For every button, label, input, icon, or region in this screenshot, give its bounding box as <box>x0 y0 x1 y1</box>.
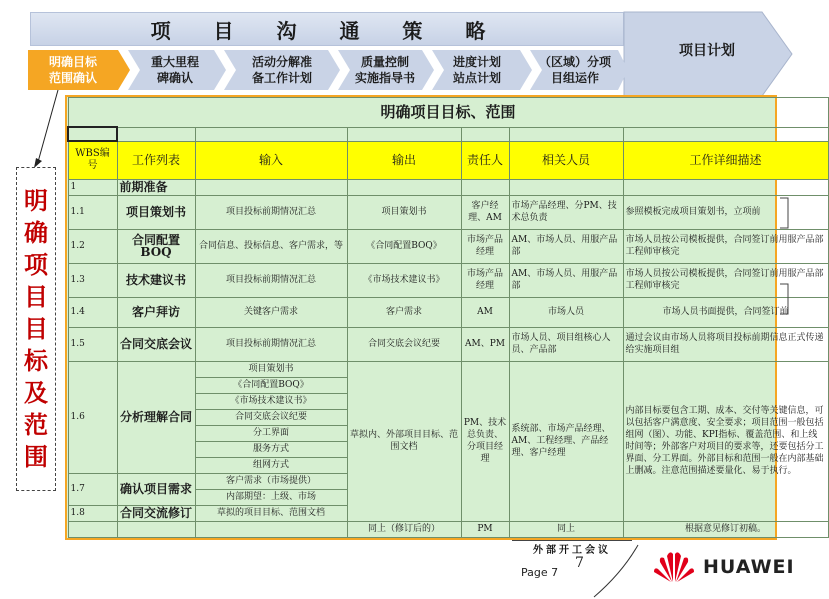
project-plan-label: 项目计划 <box>679 43 735 59</box>
header-output: 输出 <box>347 141 461 179</box>
strategy-banner <box>30 12 624 46</box>
side-title-char: 范 <box>24 410 48 439</box>
step-1[interactable]: 明确目标 范围确认 <box>48 55 97 85</box>
side-title-char: 标 <box>24 346 48 375</box>
banner-title: 项 目 沟 通 策 略 <box>150 18 504 43</box>
pointer-arrow <box>28 88 64 172</box>
selected-cell[interactable] <box>68 127 117 141</box>
wbs-table: 明确项目目标、范围 WBS编号 工作列表 输入 输出 责任人 相关人员 工作详细描述 1 前期准备 1.1 项目策划书 项目投标前期情况汇总 项目策划书 客户经理、AM 市场产品经理、分PM、技术总负责 参照模板完成项目策划书，立项前 1.2 合同配置BOQ 合同信息、投标信息、客户需求，等 《合同配置BOQ》 市场产品经理 AM、市场人员、用服产品部 市场人员按公司模板提供，合同签订前用服产品部工程师审核完 1.3 技术建议书 项目投标前期情况汇总 《市场技术建议书》 市场产品经理 AM、市场人员、用服产品部 市场人员按公司模板提供，合同签订前用服产品部工程师审核完 1.4 客户拜访 关键客户需求 客户需求 AM 市场人员 市场人员书面提供，合同签订前 1.5 合同交底会议 项目投标前期情况汇总 合同交底会议纪要 AM、PM 市场人员、项目组核心人员、产品部 通过会议由市场人员将项目投标前期信息正式传递给实施项目组 1.6 分析理解合同 项目策划书 草拟内、外部项目目标、范围文档 PM、技术总负责、分项目经理 系统部、市场产品经理、AM、工程经理、产品经理、客户经理 内部目标要包含工期、成本、交付等关键信息，可以包括客户满意度、安全要求；项目范围一般包括组网（图）、功能、KPI指标、覆盖范围、和上线时间等；外部客户对项目的要求等，还要包括分工界面、分工界面。外部目标和范围一般在内部基础上删减。注意范围描述要量化、易于执行。 《合同配置BOQ》 《市场技术建议书》 合同交底会议纪要 分工界面 服务方式 组网方式 1.7 确认项目需求 客户需求（市场提供） 内部期望：上级、市场 1.8 合同交流修订 草拟的项目目标、范围文档 同上（修订后的） PM 同上 根据意见修订初稿。 <box>67 97 829 538</box>
header-task: 工作列表 <box>117 141 195 179</box>
table-title: 明确项目目标、范围 <box>68 98 828 128</box>
spreadsheet[interactable] <box>65 95 824 540</box>
step-3[interactable]: 活动分解准 备工作计划 <box>251 55 312 85</box>
table-row: 1.6 分析理解合同 项目策划书 草拟内、外部项目目标、范围文档 PM、技术总负责、分项目经理 系统部、市场产品经理、AM、工程经理、产品经理、客户经理 内部目标要包含工期、成本、交付等关键信息，可以包括客户满意度、安全要求；项目范围一般包括组网（图）、功能、KPI指标、覆盖范围、和上线时间等；外部客户对项目的要求等，还要包括分工界面、分工界面。外部目标和范围一般在内部基础上删减。注意范围描述要量化、易于执行。 <box>68 361 828 377</box>
header-wbs: WBS编号 <box>68 141 117 179</box>
side-title-char: 项 <box>24 250 48 279</box>
huawei-logo-icon <box>652 550 696 584</box>
side-title-char: 目 <box>24 314 48 343</box>
table-row: 1.5 合同交底会议 项目投标前期情况汇总 合同交底会议纪要 AM、PM 市场人员、项目组核心人员、产品部 通过会议由市场人员将项目投标前期信息正式传递给实施项目组 <box>68 327 828 361</box>
step-2[interactable]: 重大里程 碑确认 <box>150 55 199 85</box>
footer-swoosh <box>592 543 640 599</box>
step-5[interactable]: 进度计划 站点计划 <box>452 55 501 85</box>
table-row: 1.8 合同交流修订 草拟的项目目标、范围文档 <box>68 505 828 521</box>
header-desc: 工作详细描述 <box>623 141 828 179</box>
page-label: Page 7 <box>521 566 559 579</box>
side-title-char: 明 <box>24 186 48 215</box>
page-number: 7 <box>575 555 584 571</box>
table-row: 1.2 合同配置BOQ 合同信息、投标信息、客户需求，等 《合同配置BOQ》 市场产品经理 AM、市场人员、用服产品部 市场人员按公司模板提供，合同签订前用服产品部工程师审核完 <box>68 229 828 263</box>
overlap-label: 外部开工会议 <box>512 540 632 553</box>
table-row: 1 前期准备 <box>68 179 828 195</box>
header-related: 相关人员 <box>509 141 623 179</box>
side-title-char: 及 <box>24 378 48 407</box>
brand-wordmark: HUAWEI <box>703 556 795 578</box>
side-title-char: 目 <box>24 282 48 311</box>
table-row: 1.3 技术建议书 项目投标前期情况汇总 《市场技术建议书》 市场产品经理 AM、市场人员、用服产品部 市场人员按公司模板提供，合同签订前用服产品部工程师审核完 <box>68 263 828 297</box>
table-row: 1.7 确认项目需求 客户需求（市场提供） <box>68 473 828 489</box>
table-row: 1.4 客户拜访 关键客户需求 客户需求 AM 市场人员 市场人员书面提供，合同签订前 <box>68 297 828 327</box>
side-brackets <box>778 196 792 316</box>
side-title <box>16 167 56 491</box>
header-input: 输入 <box>195 141 347 179</box>
step-6[interactable]: （区域）分项 目组运作 <box>538 55 611 85</box>
step-4[interactable]: 质量控制 实施指导书 <box>354 55 415 85</box>
table-row: 1.1 项目策划书 项目投标前期情况汇总 项目策划书 客户经理、AM 市场产品经理、分PM、技术总负责 参照模板完成项目策划书，立项前 <box>68 195 828 229</box>
header-owner: 责任人 <box>461 141 509 179</box>
side-title-char: 确 <box>24 218 48 247</box>
side-title-char: 围 <box>24 442 48 471</box>
